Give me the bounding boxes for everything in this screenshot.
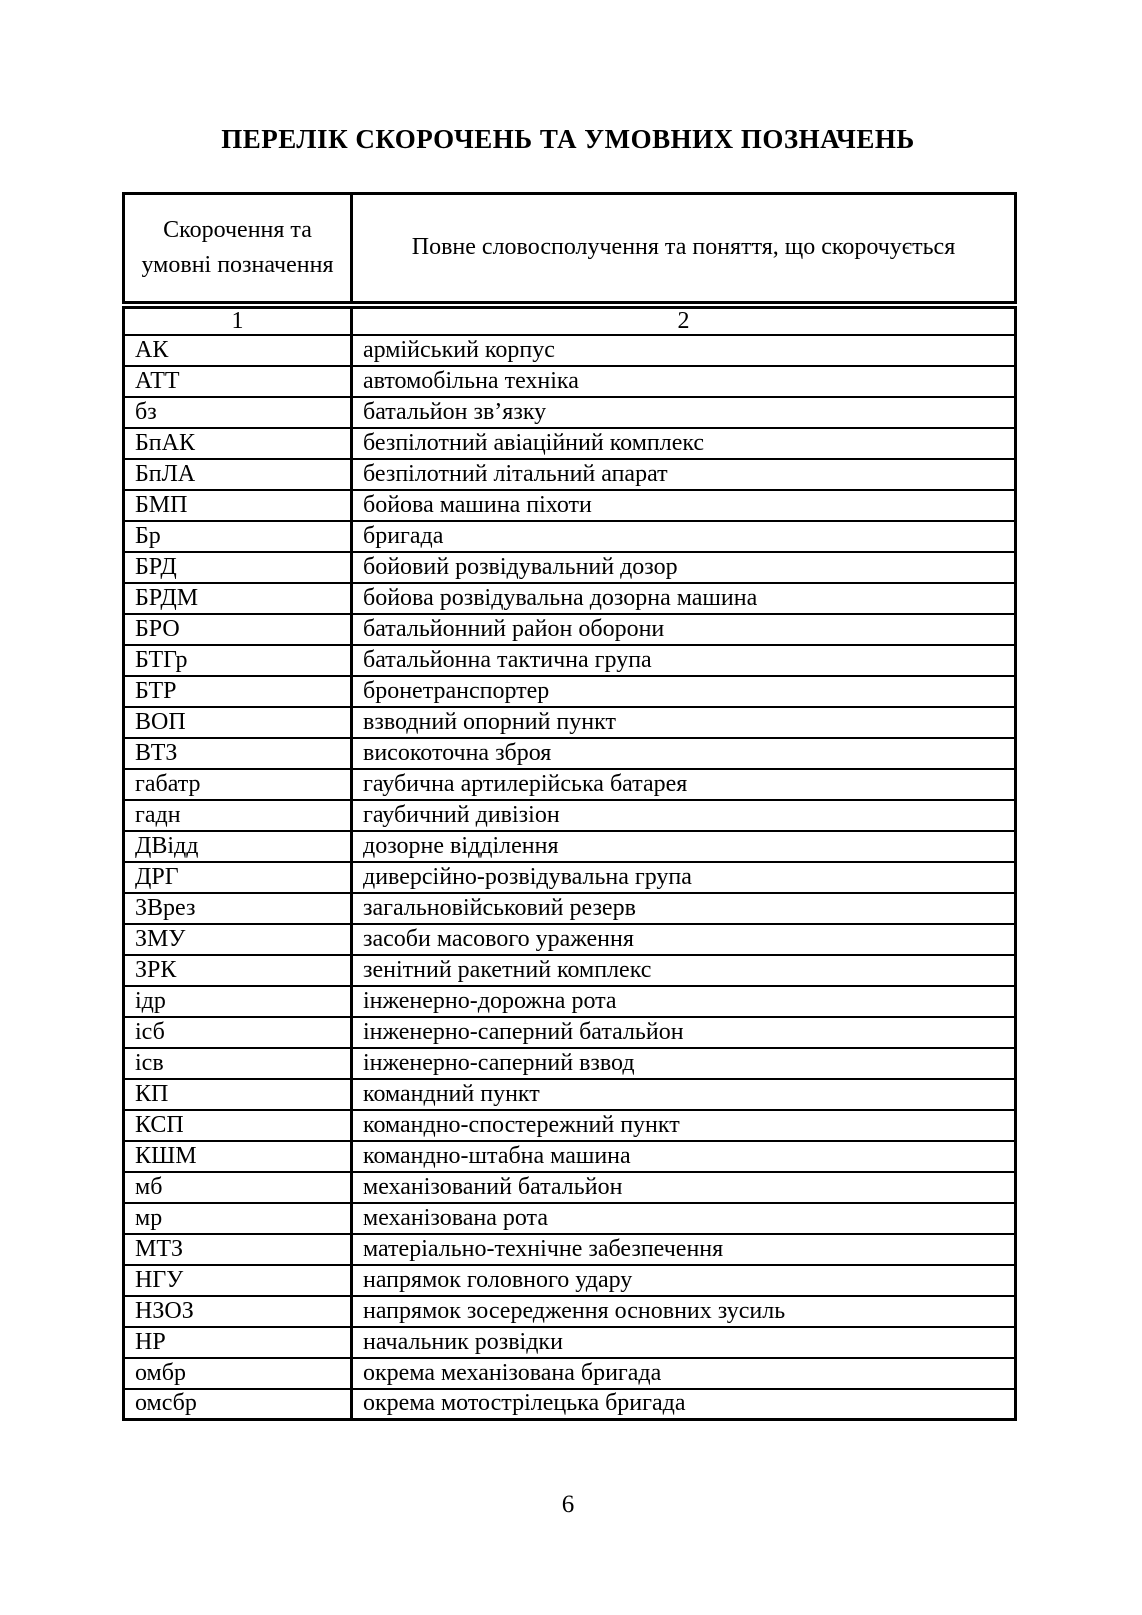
abbreviation-cell: мб: [124, 1172, 352, 1203]
full-phrase-cell: автомобільна техніка: [352, 366, 1016, 397]
table-row: [124, 738, 1016, 769]
full-phrase-cell: начальник розвідки: [352, 1327, 1016, 1358]
abbreviations-table: [122, 192, 1017, 1421]
table-row: [124, 831, 1016, 862]
abbreviation-cell: ідр: [124, 986, 352, 1017]
abbreviation-cell: ЗВрез: [124, 893, 352, 924]
table-row: [124, 1172, 1016, 1203]
table-row: [124, 1296, 1016, 1327]
table-row: [124, 862, 1016, 893]
table-row: [124, 1079, 1016, 1110]
full-phrase-cell: взводний опорний пункт: [352, 707, 1016, 738]
full-phrase-cell: інженерно-дорожна рота: [352, 986, 1016, 1017]
full-phrase-cell: гаубичний дивізіон: [352, 800, 1016, 831]
header-cell-full-phrase: Повне словосполучення та поняття, що скорочується: [352, 194, 1016, 305]
full-phrase-cell: засоби масового ураження: [352, 924, 1016, 955]
table-row: [124, 1389, 1016, 1420]
header-cell-abbreviation: Скорочення та умовні позначення: [124, 194, 352, 305]
abbreviation-cell: ісб: [124, 1017, 352, 1048]
abbreviation-cell: ВТЗ: [124, 738, 352, 769]
abbreviation-cell: бз: [124, 397, 352, 428]
abbreviation-cell: гадн: [124, 800, 352, 831]
full-phrase-cell: диверсійно-розвідувальна група: [352, 862, 1016, 893]
abbreviation-cell: омсбр: [124, 1389, 352, 1420]
abbreviation-cell: ЗМУ: [124, 924, 352, 955]
abbreviation-cell: мр: [124, 1203, 352, 1234]
table-row: [124, 800, 1016, 831]
table-row: [124, 428, 1016, 459]
abbreviation-cell: ЗРК: [124, 955, 352, 986]
column-number-2: 2: [352, 305, 1016, 335]
abbreviation-cell: НР: [124, 1327, 352, 1358]
abbreviation-cell: БРО: [124, 614, 352, 645]
full-phrase-cell: командний пункт: [352, 1079, 1016, 1110]
table-row: [124, 645, 1016, 676]
full-phrase-cell: командно-спостережний пункт: [352, 1110, 1016, 1141]
abbreviation-cell: НЗОЗ: [124, 1296, 352, 1327]
abbreviation-cell: МТЗ: [124, 1234, 352, 1265]
table-row: [124, 614, 1016, 645]
abbreviation-cell: КП: [124, 1079, 352, 1110]
full-phrase-cell: окрема мотострілецька бригада: [352, 1389, 1016, 1420]
table-row: [124, 1017, 1016, 1048]
table-row: [124, 1327, 1016, 1358]
full-phrase-cell: напрямок зосередження основних зусиль: [352, 1296, 1016, 1327]
full-phrase-cell: батальйонний район оборони: [352, 614, 1016, 645]
full-phrase-cell: бойова машина піхоти: [352, 490, 1016, 521]
abbreviation-cell: БпЛА: [124, 459, 352, 490]
table-row: [124, 1358, 1016, 1389]
abbreviation-cell: БРД: [124, 552, 352, 583]
table-row: [124, 707, 1016, 738]
abbreviation-cell: БРДМ: [124, 583, 352, 614]
full-phrase-cell: механізований батальйон: [352, 1172, 1016, 1203]
table-row: [124, 1048, 1016, 1079]
column-number-row: [124, 305, 1016, 335]
abbreviation-cell: Бр: [124, 521, 352, 552]
abbreviation-cell: БТР: [124, 676, 352, 707]
full-phrase-cell: бронетранспортер: [352, 676, 1016, 707]
full-phrase-cell: бойова розвідувальна дозорна машина: [352, 583, 1016, 614]
table-row: [124, 552, 1016, 583]
table-row: [124, 1265, 1016, 1296]
table-row: [124, 676, 1016, 707]
full-phrase-cell: механізована рота: [352, 1203, 1016, 1234]
full-phrase-cell: командно-штабна машина: [352, 1141, 1016, 1172]
full-phrase-cell: інженерно-саперний взвод: [352, 1048, 1016, 1079]
full-phrase-cell: високоточна зброя: [352, 738, 1016, 769]
full-phrase-cell: дозорне відділення: [352, 831, 1016, 862]
table-row: [124, 521, 1016, 552]
abbreviation-cell: БпАК: [124, 428, 352, 459]
table-row: [124, 583, 1016, 614]
full-phrase-cell: армійський корпус: [352, 335, 1016, 366]
full-phrase-cell: окрема механізована бригада: [352, 1358, 1016, 1389]
full-phrase-cell: зенітний ракетний комплекс: [352, 955, 1016, 986]
full-phrase-cell: бойовий розвідувальний дозор: [352, 552, 1016, 583]
abbreviation-cell: БТГр: [124, 645, 352, 676]
full-phrase-cell: інженерно-саперний батальйон: [352, 1017, 1016, 1048]
abbreviation-cell: ДРГ: [124, 862, 352, 893]
abbreviation-cell: габатр: [124, 769, 352, 800]
abbreviation-cell: ДВідд: [124, 831, 352, 862]
abbreviation-cell: КШМ: [124, 1141, 352, 1172]
full-phrase-cell: безпілотний авіаційний комплекс: [352, 428, 1016, 459]
full-phrase-cell: гаубична артилерійська батарея: [352, 769, 1016, 800]
table-row: [124, 1234, 1016, 1265]
full-phrase-cell: напрямок головного удару: [352, 1265, 1016, 1296]
table-row: [124, 1110, 1016, 1141]
column-number-1: 1: [124, 305, 352, 335]
abbreviation-cell: ісв: [124, 1048, 352, 1079]
full-phrase-cell: безпілотний літальний апарат: [352, 459, 1016, 490]
abbreviation-cell: БМП: [124, 490, 352, 521]
table-row: [124, 459, 1016, 490]
table-row: [124, 924, 1016, 955]
table-row: [124, 490, 1016, 521]
table-header-row: [124, 194, 1016, 305]
table-row: [124, 986, 1016, 1017]
full-phrase-cell: матеріально-технічне забезпечення: [352, 1234, 1016, 1265]
full-phrase-cell: загальновійськовий резерв: [352, 893, 1016, 924]
table-row: [124, 366, 1016, 397]
table-body: [124, 335, 1016, 1420]
abbreviation-cell: КСП: [124, 1110, 352, 1141]
table-row: [124, 769, 1016, 800]
page-number: 6: [561, 1491, 575, 1518]
full-phrase-cell: батальйон зв’язку: [352, 397, 1016, 428]
abbreviation-cell: омбр: [124, 1358, 352, 1389]
page-title: ПЕРЕЛІК СКОРОЧЕНЬ ТА УМОВНИХ ПОЗНАЧЕНЬ: [221, 124, 915, 154]
table-row: [124, 335, 1016, 366]
table-row: [124, 893, 1016, 924]
table-row: [124, 1141, 1016, 1172]
abbreviation-cell: АТТ: [124, 366, 352, 397]
full-phrase-cell: батальйонна тактична група: [352, 645, 1016, 676]
abbreviation-cell: АК: [124, 335, 352, 366]
table-row: [124, 955, 1016, 986]
abbreviation-cell: ВОП: [124, 707, 352, 738]
table-row: [124, 397, 1016, 428]
table-row: [124, 1203, 1016, 1234]
abbreviation-cell: НГУ: [124, 1265, 352, 1296]
full-phrase-cell: бригада: [352, 521, 1016, 552]
